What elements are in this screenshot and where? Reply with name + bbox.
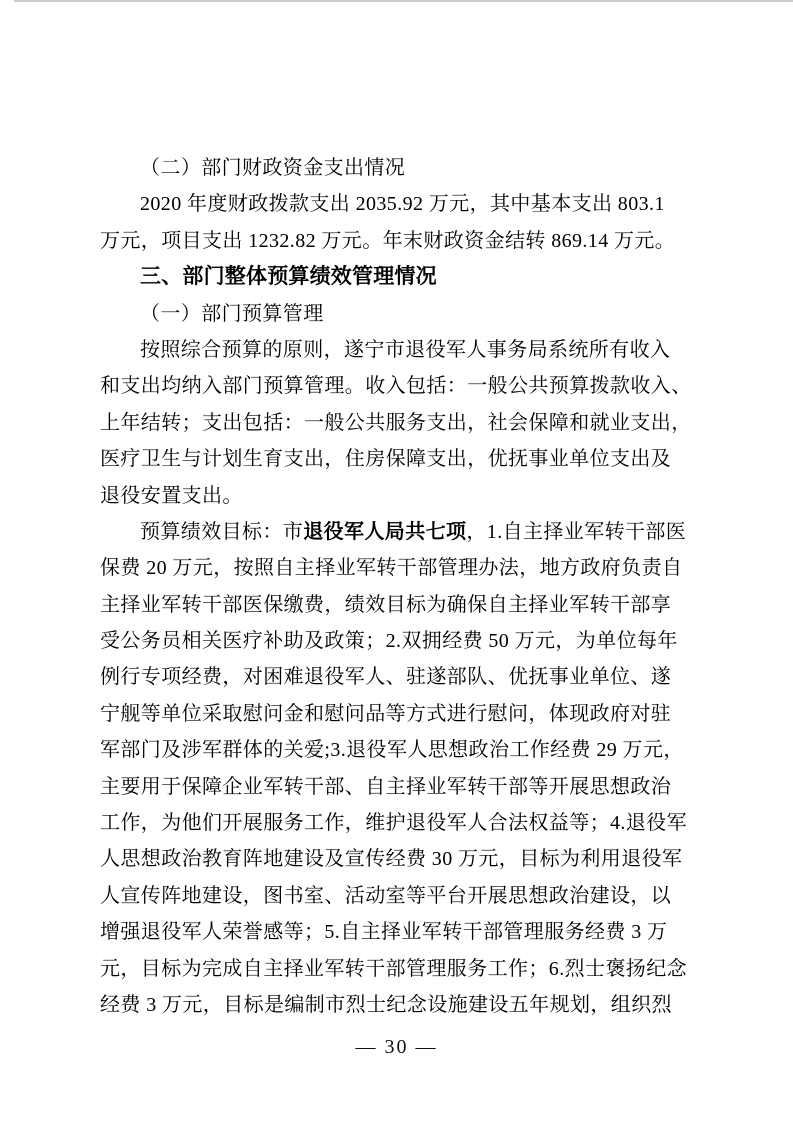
para-performance-goals-line-3	[100, 587, 694, 623]
text-segment: 按照综合预算的原则，遂宁市退役军人事务局系统所有收入	[140, 338, 671, 361]
text-segment: 宁舰等单位采取慰问金和慰问品等方式进行慰问，体现政府对驻	[100, 702, 672, 725]
text-segment: 受公务员相关医疗补助及政策；2.双拥经费 50 万元，为单位每年	[100, 630, 678, 653]
text-segment: 保费 20 万元，按照自主择业军转干部管理办法，地方政府负责自	[100, 557, 683, 580]
para-performance-goals-line-13	[100, 951, 694, 987]
para-budget-mgmt-line-2	[100, 368, 694, 404]
page-top-edge-line	[14, 0, 793, 2]
para-expenditure-line-2	[100, 223, 694, 259]
section-heading-3	[100, 259, 694, 295]
text-segment: 人思想政治教育阵地建设及宣传经费 30 万元，目标为利用退役军	[100, 848, 683, 871]
text-segment: 主要用于保障企业军转干部、自主择业军转干部等开展思想政治	[100, 775, 672, 798]
text-segment: （一）部门预算管理	[140, 302, 324, 325]
text-segment: ，1.自主择业军转干部医	[466, 520, 687, 543]
text-segment: 主择业军转干部医保缴费，绩效目标为确保自主择业军转干部享	[100, 593, 672, 616]
para-performance-goals-line-6	[100, 696, 694, 732]
para-performance-goals-line-9	[100, 805, 694, 841]
text-segment: 增强退役军人荣誉感等；5.自主择业军转干部管理服务经费 3 万	[100, 921, 668, 944]
para-performance-goals-line-10	[100, 841, 694, 877]
text-segment: 医疗卫生与计划生育支出，住房保障支出，优抚事业单位支出及	[100, 448, 672, 471]
page-footer	[0, 1036, 793, 1059]
bold-text-segment: 退役军人局共七项	[303, 520, 467, 543]
text-segment: （二）部门财政资金支出情况	[140, 157, 406, 179]
para-performance-goals-line-5	[100, 659, 694, 695]
subsection-heading-2	[100, 150, 694, 186]
text-segment: 例行专项经费，对困难退役军人、驻遂部队、优抚事业单位、遂	[100, 666, 672, 689]
para-performance-goals-line-14	[100, 987, 694, 1023]
para-performance-goals-line-7	[100, 732, 694, 768]
para-budget-mgmt-line-3	[100, 405, 694, 441]
text-segment: 元，目标为完成自主择业军转干部管理服务工作；6.烈士褒扬纪念	[100, 957, 687, 980]
para-performance-goals-line-8	[100, 769, 694, 805]
text-segment: 军部门及涉军群体的关爱;3.退役军人思想政治工作经费 29 万元，	[100, 739, 684, 762]
para-budget-mgmt-line-4	[100, 441, 694, 477]
para-performance-goals-line-2	[100, 550, 694, 586]
text-segment: 人宣传阵地建设，图书室、活动室等平台开展思想政治建设，以	[100, 884, 672, 907]
para-expenditure-line-1	[100, 186, 694, 222]
page-number: — 30 —	[355, 1036, 438, 1058]
text-segment: 预算绩效目标：市	[140, 520, 304, 543]
text-segment: 退役安置支出。	[100, 484, 243, 507]
para-performance-goals-line-1	[100, 514, 694, 550]
text-segment: 经费 3 万元，目标是编制市烈士纪念设施建设五年规划，组织烈	[100, 993, 672, 1016]
text-segment: 万元，项目支出 1232.82 万元。年末财政资金结转 869.14 万元。	[100, 229, 676, 252]
bold-text-segment: 三、部门整体预算绩效管理情况	[140, 265, 437, 289]
text-segment: 工作，为他们开展服务工作，维护退役军人合法权益等；4.退役军	[100, 812, 687, 835]
para-budget-mgmt-line-1	[100, 332, 694, 368]
document-body	[100, 150, 694, 1023]
text-segment: 和支出均纳入部门预算管理。收入包括：一般公共预算拨款收入、	[100, 375, 692, 398]
para-budget-mgmt-line-5	[100, 478, 694, 514]
subsection-heading-1	[100, 296, 694, 332]
text-segment: 上年结转；支出包括：一般公共服务支出，社会保障和就业支出，	[100, 411, 692, 434]
para-performance-goals-line-4	[100, 623, 694, 659]
text-segment: 2020 年度财政拨款支出 2035.92 万元，其中基本支出 803.1	[140, 193, 665, 216]
para-performance-goals-line-12	[100, 914, 694, 950]
para-performance-goals-line-11	[100, 878, 694, 914]
